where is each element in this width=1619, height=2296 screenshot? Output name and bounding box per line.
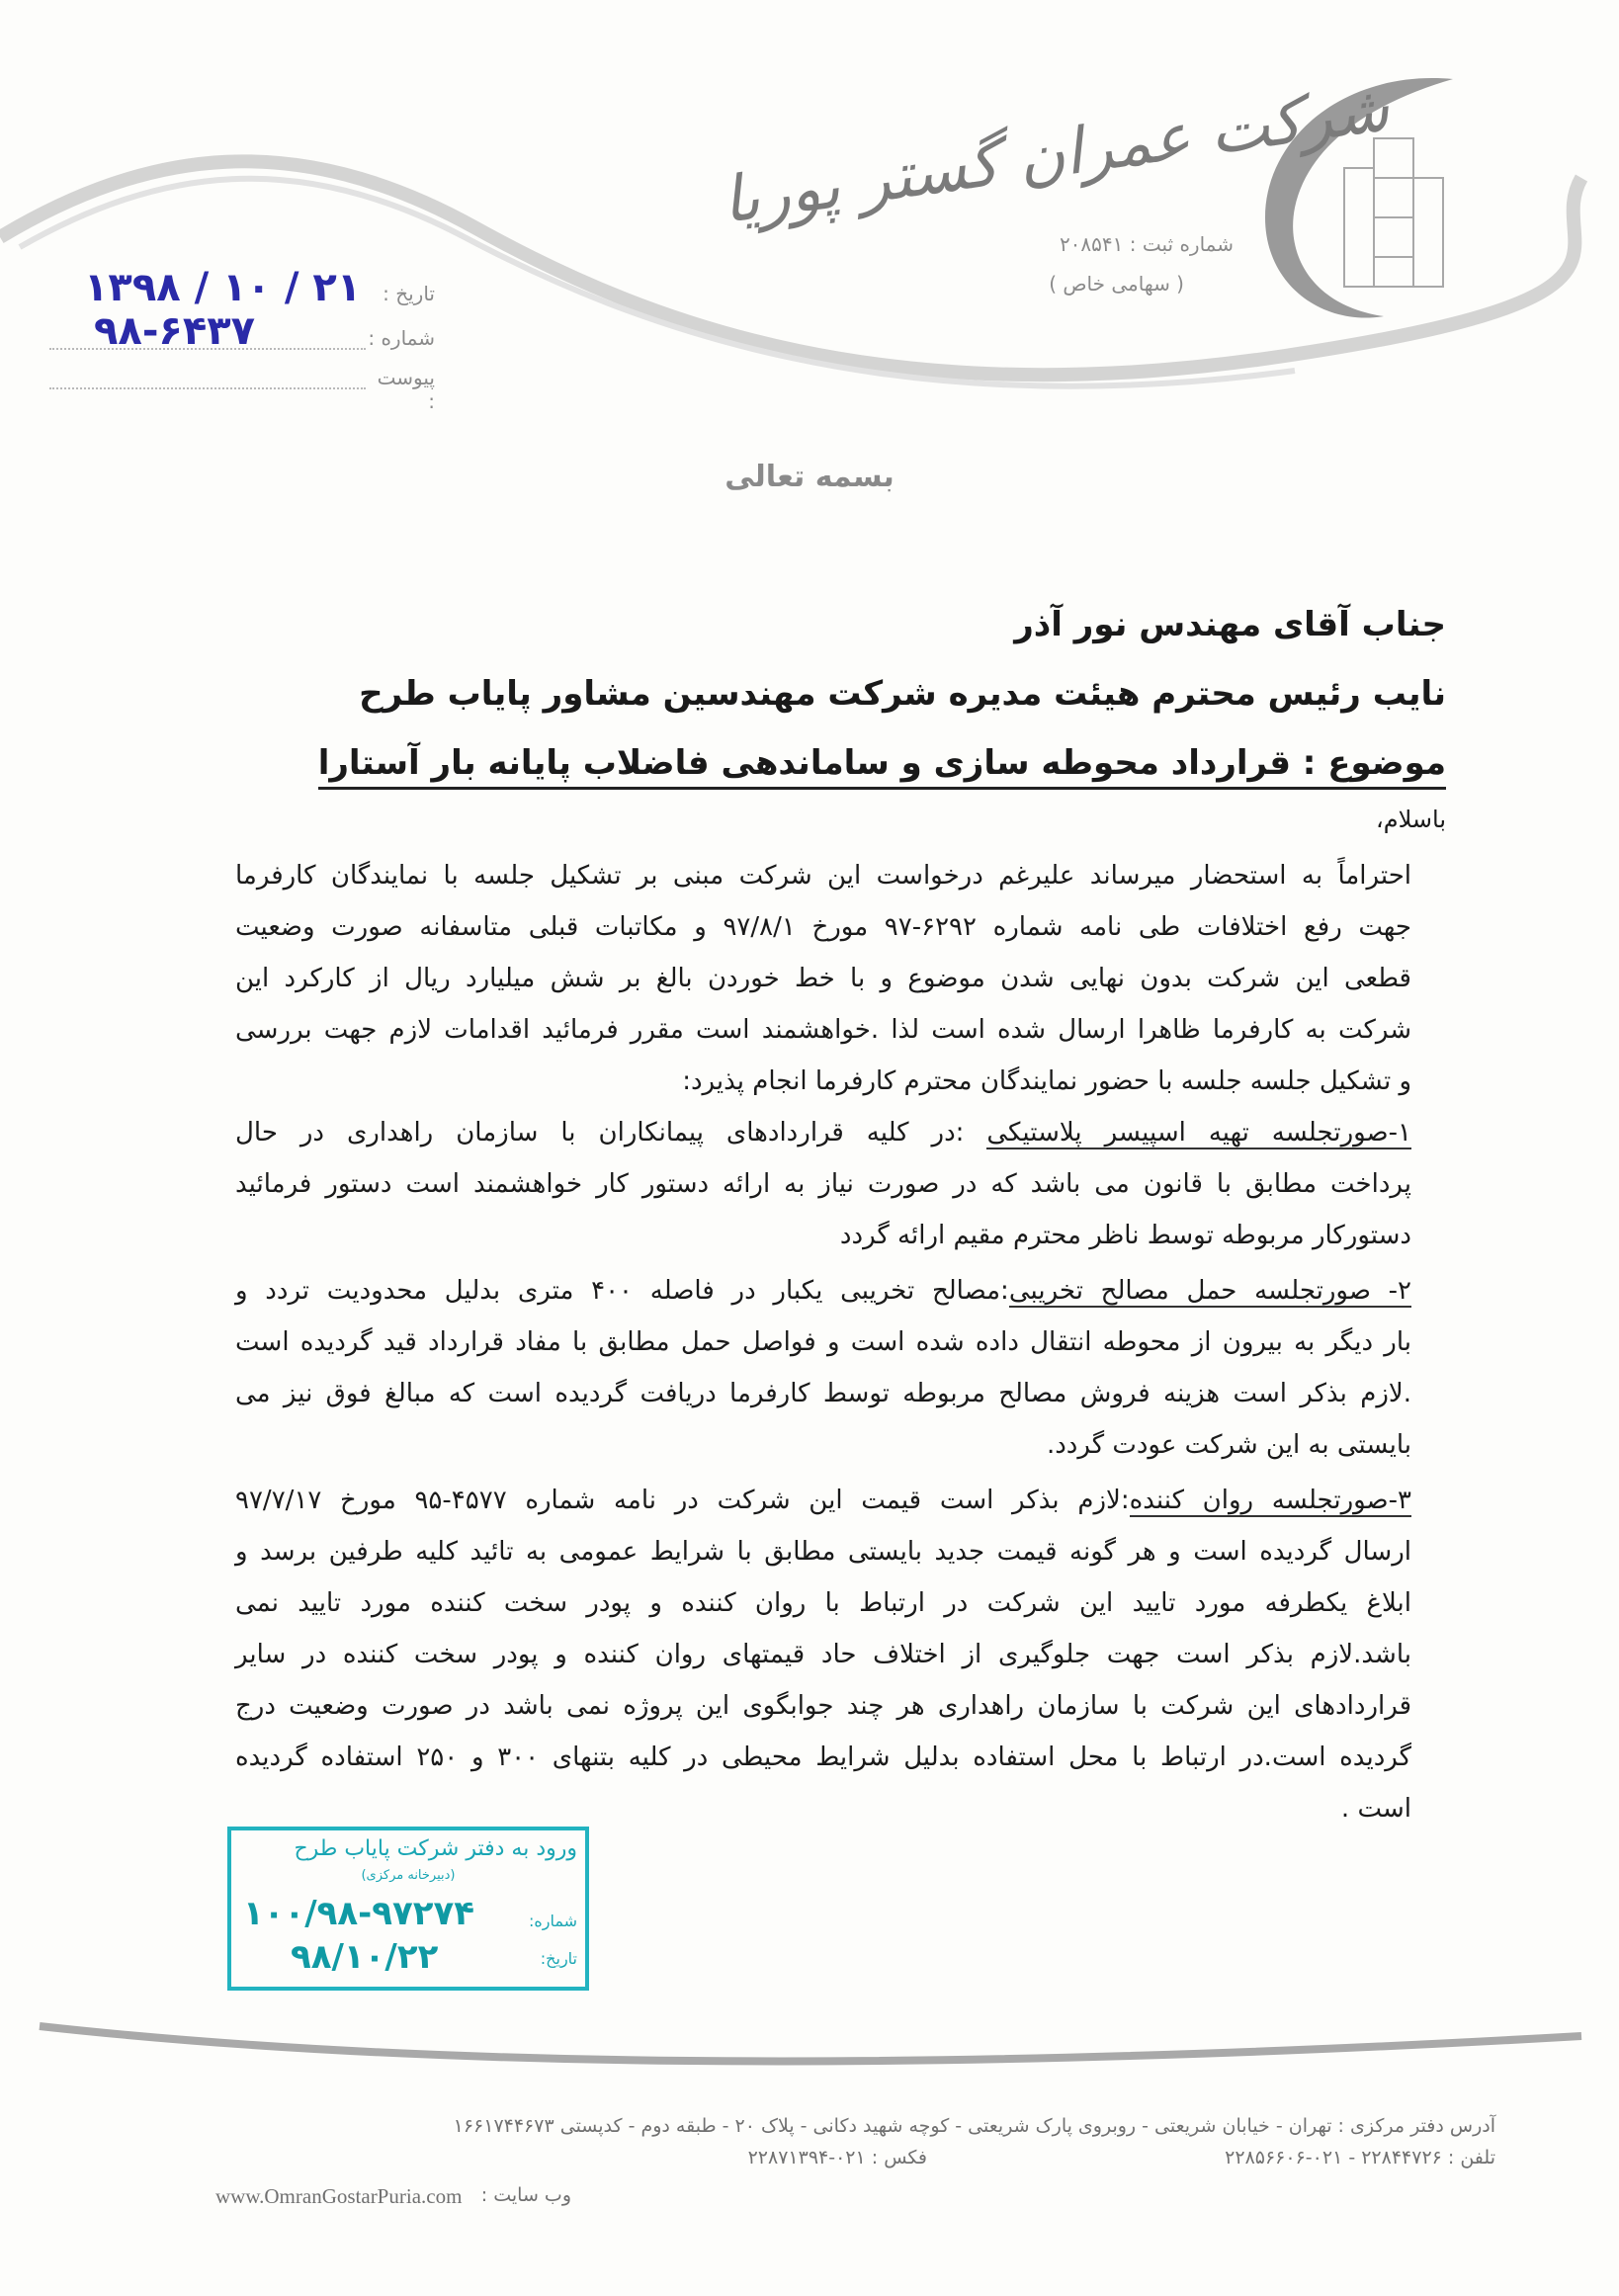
stamp-date-value: ۹۸/۱۰/۲۲ xyxy=(291,1937,439,1977)
footer-fax: فکس : ۰۲۱-۲۲۸۷۱۳۹۴ xyxy=(747,2147,927,2168)
footer-website-link[interactable]: www.OmranGostarPuria.com xyxy=(215,2184,463,2208)
footer-address: آدرس دفتر مرکزی : تهران - خیابان شریعتی - روبروی پارک شریعتی - کوچه شهید دکانی - پلاک ۲۰ - طبقه دوم - کدپستی ۱۶۶۱۷۴۴۶۷۳ xyxy=(453,2115,1495,2137)
body-line: ارسال گردیده است و هر گونه قیمت جدید بایستی مطابق با شرایط عمومی به تائید کلیه طرفین برسد و xyxy=(235,1537,1411,1567)
item1-text: :در کلیه قراردادهای پیمانکاران با سازمان راهداری در حال xyxy=(235,1118,987,1148)
receipt-stamp xyxy=(227,1827,589,1991)
subject-text: موضوع : قرارداد محوطه سازی و ساماندهی فاضلاب پایانه بار آستارا xyxy=(318,743,1446,790)
body-line: جهت رفع اختلافات طی نامه شماره ۶۲۹۲-۹۷ مورخ ۹۷/۸/۱ و مکاتبات قبلی متاسفانه صورت وضعیت xyxy=(235,912,1411,942)
date-label: تاریخ : xyxy=(383,282,435,305)
date-value: ۱۳۹۸ / ۱۰ / ۲۱ xyxy=(84,265,362,310)
body-line: ابلاغ یکطرفه مورد تایید این شرکت در ارتباط با روان کننده و پودر سخت کننده مورد تایید نمی xyxy=(235,1588,1411,1618)
invocation: بسمه تعالی xyxy=(724,460,895,494)
body-line: گردیده است.در ارتباط با محل استفاده بدلیل شرایط محیطی در کلیه بتنهای ۳۰۰ و ۲۵۰ استفاده گردیده xyxy=(235,1743,1411,1772)
body-line: باشد.لازم بذکر است جهت جلوگیری از اختلاف حاد قیمتهای روان کننده و پودر سخت کننده در سایر xyxy=(235,1640,1411,1669)
company-type: ( سهامی خاص ) xyxy=(1049,272,1184,296)
body-line: بایستی به این شرکت عودت گردد. xyxy=(1046,1430,1411,1460)
greeting: باسلام، xyxy=(1375,806,1446,833)
body-line: .لازم بذکر است هزینه فروش مصالح مربوطه توسط کارفرما دریافت گردیده است که مبالغ فوق نیز می xyxy=(235,1379,1411,1408)
footer-phone: تلفن : ۲۲۸۴۴۷۲۶ - ۰۲۱-۲۲۸۵۶۶۰۶ xyxy=(1225,2147,1495,2168)
recipient-name: جناب آقای مهندس نور آذر xyxy=(1014,605,1446,644)
attachment-field-line xyxy=(49,387,366,389)
body-line: احتراماً به استحضار میرساند علیرغم درخواست این شرکت مبنی بر تشکیل جلسه با نمایندگان کارفرما xyxy=(235,861,1411,891)
item3-title: ۳-صورتجلسه روان کننده xyxy=(1129,1486,1411,1515)
recipient-title: نایب رئیس محترم هیئت مدیره شرکت مهندسین مشاور پایاب طرح xyxy=(359,674,1446,714)
item1-title: ۱-صورتجلسه تهیه اسپیسر پلاستیکی xyxy=(986,1118,1411,1148)
body-line: قطعی این شرکت بدون نهایی شدن موضوع و با خط خوردن بالغ بر شش میلیارد ریال از کارکرد این xyxy=(235,964,1411,993)
number-label: شماره : xyxy=(368,326,435,350)
stamp-number-label: شماره: xyxy=(528,1912,577,1930)
item3-text: :لازم بذکر است قیمت این شرکت در نامه شماره ۴۵۷۷-۹۵ مورخ ۹۷/۷/۱۷ xyxy=(235,1486,1130,1515)
item2-first-line xyxy=(235,1271,1411,1311)
footer-website-label: وب سایت : xyxy=(480,2184,571,2206)
body-line: دستورکار مربوطه توسط ناظر محترم مقیم ارائه گردد xyxy=(839,1221,1411,1250)
item2-title: ۲- صورتجلسه حمل مصالح تخریبی xyxy=(1008,1276,1412,1306)
body-line: بار دیگر به بیرون از محوطه انتقال داده شده است و فواصل حمل مطابق با مفاد قرارداد قید گردیده است xyxy=(235,1327,1411,1357)
number-value: ۹۸-۶۴۳۷ xyxy=(94,308,256,354)
stamp-title: ورود به دفتر شرکت پایاب طرح xyxy=(294,1836,577,1861)
body-line: پرداخت مطابق با قانون می باشد که در صورت نیاز به ارائه دستور کار خواهشمند است دستور فرمائید xyxy=(235,1169,1411,1199)
subject-line xyxy=(318,743,1446,783)
footer-wave xyxy=(0,2016,1619,2095)
body-line: قراردادهای این شرکت با سازمان راهداری هر چند جوابگوی این پروژه نمی باشد در صورت وضعیت درج xyxy=(235,1691,1411,1721)
stamp-number-value: ۱۰۰/۹۸-۹۷۲۷۴ xyxy=(243,1894,475,1933)
item3-first-line xyxy=(235,1481,1411,1520)
attachment-label: پیوست : xyxy=(377,366,435,413)
registration-number: شماره ثبت : ۲۰۸۵۴۱ xyxy=(1059,232,1234,256)
body-line: شرکت به کارفرما ظاهرا ارسال شده است لذا .خواهشمند است مقرر فرمائید اقدامات لازم جهت بررسی xyxy=(235,1015,1411,1045)
company-name: شرکت عمران گستر پوریا xyxy=(718,72,1394,238)
stamp-subtitle: (دبیرخانه مرکزی) xyxy=(361,1868,456,1883)
item2-text: :مصالح تخریبی یکبار در فاصله ۴۰۰ متری بدلیل محدودیت تردد و xyxy=(235,1276,1009,1306)
body-line: است . xyxy=(1340,1794,1411,1824)
body-line: و تشکیل جلسه جلسه با حضور نمایندگان محترم کارفرما انجام پذیرد: xyxy=(682,1066,1411,1096)
item1-first-line xyxy=(235,1113,1411,1152)
stamp-date-label: تاریخ: xyxy=(540,1949,577,1968)
